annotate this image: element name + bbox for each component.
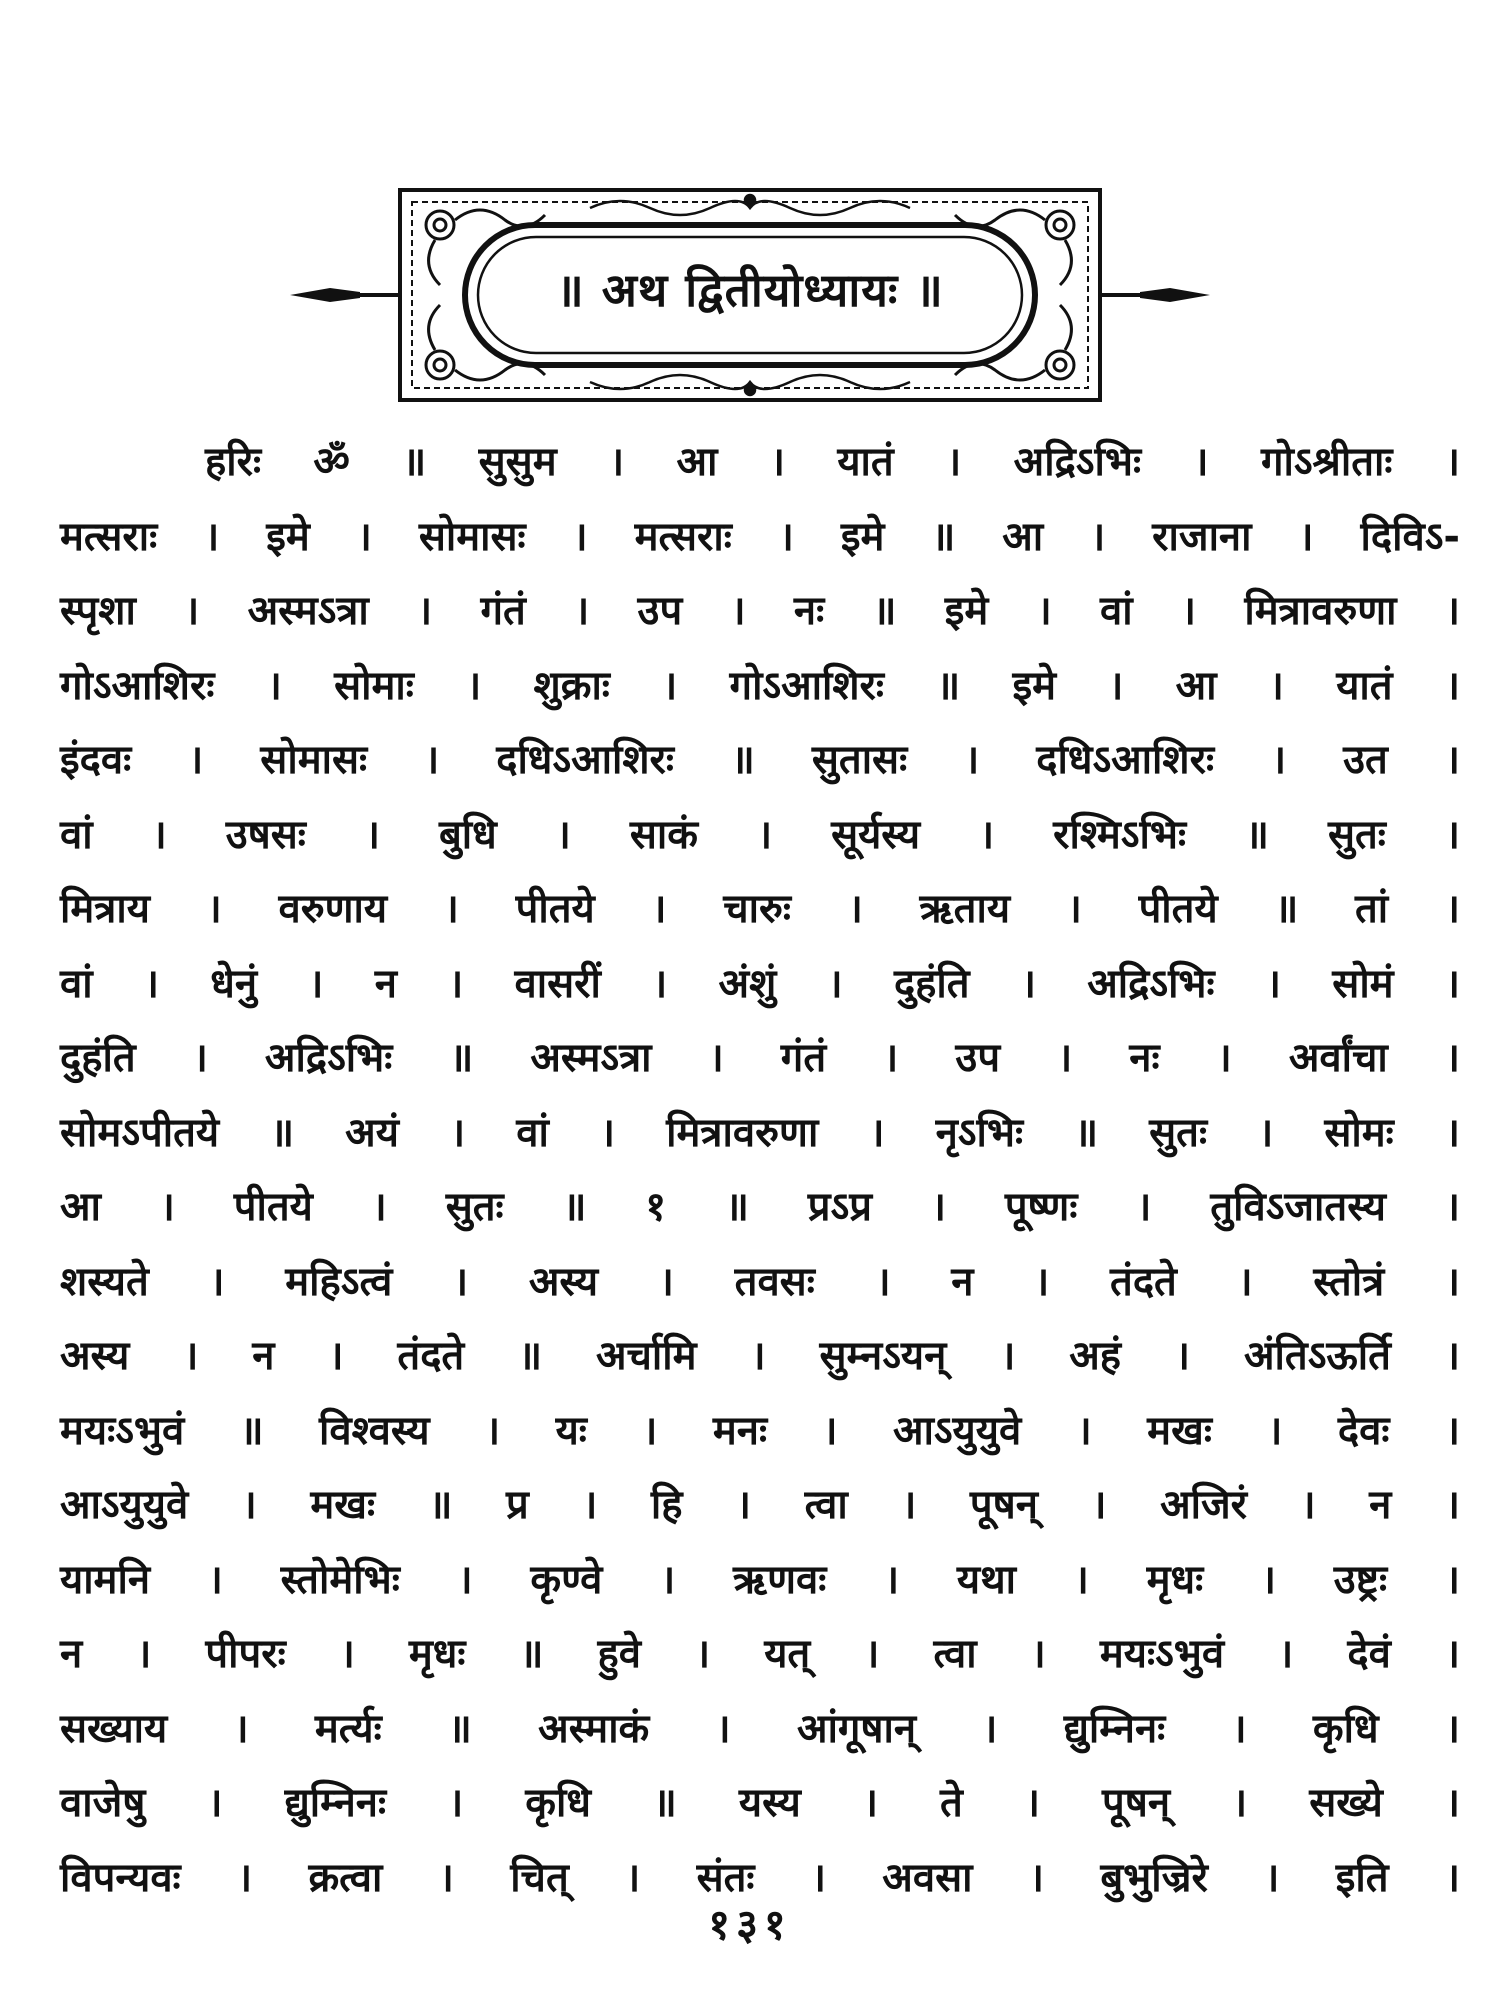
verse-line-7: मित्राय । वरुणाय । पीतये । चारुः । ऋताय । पीतये ॥ तां । [60,886,1460,932]
verse-line-6: वां । उषसः । बुधि । साकं । सूर्यस्य । रश्मिऽभिः ॥ सुतः । [60,811,1460,858]
verse-line-15: आऽयुयुवे । मखः ॥ प्र । हि । त्वा । पूषन् । अजिरं । न । [60,1482,1460,1528]
verse-line-16: यामनि । स्तोमेभिः । कृण्वे । ऋणवः । यथा । मृधः । उष्ट्रः । [60,1556,1460,1603]
verse-line-2: मत्सराः । इमे । सोमासः । मत्सराः । इमे ॥ आ । राजाना । दिविऽ- [60,513,1460,560]
right-flourish-line [1140,288,1210,302]
verse-line-14: मयःऽभुवं ॥ विश्वस्य । यः । मनः । आऽयुयुवे । मखः । देवः । [60,1407,1460,1454]
verse-line-3: स्पृशा । अस्मऽत्रा । गंतं । उप । नः ॥ इमे । वां । मित्रावरुणा । [60,588,1460,634]
verse-text-block [60,425,1460,1915]
verse-line-9: दुहंति । अद्रिऽभिः ॥ अस्मऽत्रा । गंतं । उप । नः । अर्वांचा । [60,1035,1460,1081]
top-center-ornament [590,195,910,215]
chapter-heading: ॥ अथ द्वितीयोध्यायः ॥ [556,263,944,317]
verse-line-1: हरिः ॐ ॥ सुसुम । आ । यातं । अद्रिऽभिः । गोऽश्रीताः । [205,439,1460,485]
verse-line-5: इंदवः । सोमासः । दधिऽआशिरः ॥ सुतासः । दधिऽआशिरः । उत । [60,737,1460,783]
page-number: १३१ [708,1900,792,1949]
verse-line-11: आ । पीतये । सुतः ॥ १ ॥ प्रऽप्र । पूष्णः । तुविऽजातस्य । [60,1184,1460,1230]
verse-line-20: विपन्यवः । क्रत्वा । चित् । संतः । अवसा । बुभुज्रिरे । इति । [60,1854,1460,1901]
bottom-center-ornament [590,375,910,395]
left-flourish-line [290,288,360,302]
verse-line-4: गोऽआशिरः । सोमाः । शुक्राः । गोऽआशिरः ॥ इमे । आ । यातं । [60,662,1460,709]
verse-line-13: अस्य । न । तंदते ॥ अर्चामि । सुम्नऽयन् । अहं । अंतिऽऊर्ति । [60,1333,1460,1379]
verse-line-17: न । पीपरः । मृधः ॥ हुवे । यत् । त्वा । मयःऽभुवं । देवं । [60,1631,1460,1677]
verse-line-12: शस्यते । महिऽत्वं । अस्य । तवसः । न । तंदते । स्तोत्रं । [60,1258,1460,1305]
verse-line-10: सोमऽपीतये ॥ अयं । वां । मित्रावरुणा । नृऽभिः ॥ सुतः । सोमः । [60,1109,1460,1156]
verse-line-19: वाजेषु । द्युम्निनः । कृधि ॥ यस्य । ते । पूषन् । सख्ये । [60,1780,1460,1826]
verse-line-8: वां । धेनुं । न । वासरीं । अंशुं । दुहंति । अद्रिऽभिः । सोमं । [60,960,1460,1007]
verse-line-18: सख्याय । मर्त्यः ॥ अस्माकं । आंगूषान् । द्युम्निनः । कृधि । [60,1705,1460,1752]
